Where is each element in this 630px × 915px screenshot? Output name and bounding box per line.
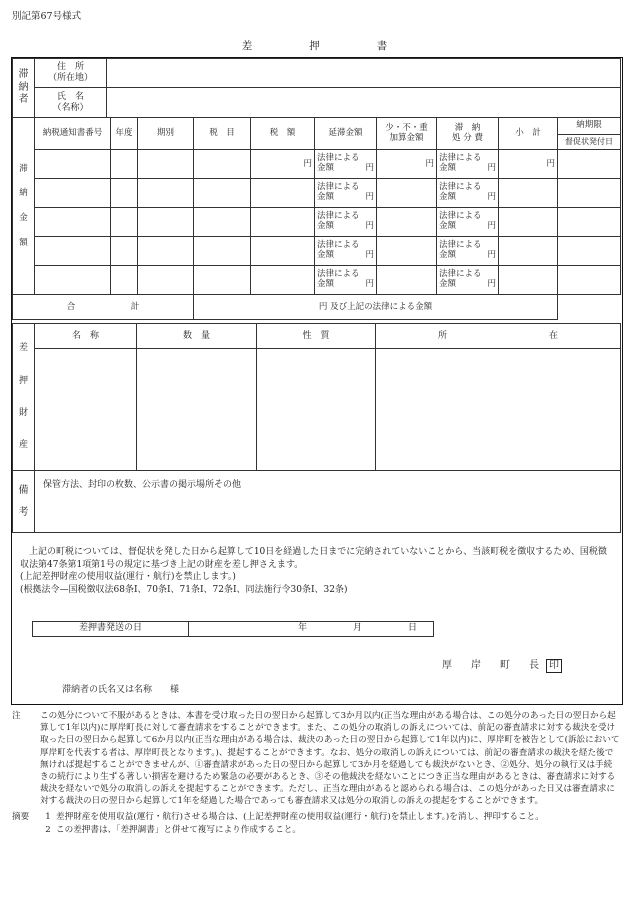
cell-year[interactable] (111, 179, 138, 208)
summary-item: この差押書は、「差押調書」と併せて複写により作成すること。 (56, 824, 301, 835)
header-notice-no: 納税通知書番号 (35, 118, 111, 150)
name-field[interactable] (107, 88, 621, 118)
tax-table (12, 117, 621, 320)
header-property-quantity: 数 量 (137, 324, 257, 349)
cell-year[interactable] (111, 150, 138, 179)
property-name-field[interactable] (35, 349, 137, 471)
cell-tax-item[interactable] (194, 237, 251, 266)
title-char: 差 (241, 40, 254, 52)
taxpayer-addressee: 滞納者の氏名又は名称 様 (62, 685, 180, 695)
cell-delay-amount[interactable]: 法律による 金額 円 (315, 179, 377, 208)
name-label: 氏 名 （名称） (35, 88, 107, 118)
summary-num: 2 (45, 824, 51, 835)
delinquent-table (12, 58, 621, 118)
remarks-label: 備考 (13, 471, 35, 533)
header-penalty: 少・不・重 加算金額 (377, 118, 437, 150)
document-title (0, 40, 630, 53)
year-unit: 年 (297, 623, 307, 634)
cell-tax-amount[interactable] (251, 237, 315, 266)
cell-notice-no[interactable] (35, 266, 111, 295)
notes-section (12, 710, 620, 836)
summary-head: 摘要 (12, 811, 30, 822)
header-tax-item: 税 目 (194, 118, 251, 150)
cell-penalty[interactable] (377, 266, 437, 295)
cell-subtotal[interactable] (499, 208, 558, 237)
header-property-nature: 性 質 (257, 324, 376, 349)
cell-subtotal[interactable] (499, 266, 558, 295)
header-reminder-date: 督促状発付日 (558, 135, 621, 150)
mayor-char: 厚 (442, 660, 452, 671)
cell-period[interactable] (138, 237, 194, 266)
cell-notice-no[interactable] (35, 150, 111, 179)
property-nature-field[interactable] (257, 349, 376, 471)
mayor-signature (442, 659, 581, 673)
address-label: 住 所 （所在地） (35, 59, 107, 88)
cell-tax-item[interactable] (194, 208, 251, 237)
cell-delay-amount[interactable]: 法律による 金額 円 (315, 266, 377, 295)
mayor-char: 岸 (471, 660, 481, 671)
month-unit: 月 (352, 623, 362, 634)
usage-prohibition: (上記差押財産の使用収益(運行・航行)を禁止します。) (20, 572, 236, 583)
cell-tax-amount[interactable] (251, 208, 315, 237)
form-number: 別記第67号様式 (12, 11, 82, 22)
cell-deadline[interactable] (558, 150, 621, 179)
property-quantity-field[interactable] (137, 349, 257, 471)
cell-penalty[interactable] (377, 179, 437, 208)
cell-tax-item[interactable] (194, 266, 251, 295)
cell-tax-item[interactable] (194, 150, 251, 179)
declaration-text (20, 546, 614, 596)
cell-tax-amount[interactable] (251, 266, 315, 295)
total-text: 円 及び上記の法律による金額 (194, 295, 558, 320)
delinquent-label: 滞納者 (13, 59, 35, 118)
cell-deadline[interactable] (558, 266, 621, 295)
mayor-char: 長 (529, 660, 539, 671)
property-table (12, 323, 621, 471)
summary-item: 差押財産を使用収益(運行・航行)させる場合は、(上記差押財産の使用収益(運行・航行)を禁止します。)を消し、押印すること。 (56, 811, 544, 822)
remarks-table (12, 470, 621, 533)
legal-basis: (根拠法令—国税徴収法68条Ⅰ、70条Ⅰ、71条Ⅰ、72条Ⅰ、同法施行令30条Ⅰ、32条) (20, 584, 348, 595)
cell-notice-no[interactable] (35, 208, 111, 237)
header-year: 年度 (111, 118, 138, 150)
header-deadline: 納期限 (558, 118, 621, 135)
remarks-text: 保管方法、封印の枚数、公示書の掲示場所その他 (43, 480, 242, 490)
arrears-label: 滞納金額 (13, 118, 35, 295)
cell-tax-amount[interactable] (251, 179, 315, 208)
cell-delay-amount[interactable]: 法律による 金額 円 (315, 150, 377, 179)
cell-period[interactable] (138, 208, 194, 237)
header-subtotal: 小 計 (499, 118, 558, 150)
cell-subtotal[interactable] (499, 179, 558, 208)
cell-fees[interactable]: 法律による 金額 円 (437, 208, 499, 237)
title-char: 書 (376, 40, 389, 52)
cell-penalty[interactable]: 円 (377, 150, 437, 179)
declaration-para: 上記の町税については、督促状を発した日から起算して10日を経過した日までに完納されていないことから、当該町税を徴収するため、国税徴収法第47条第1項第1号の規定に基づき上記の財産を差し押さえます。 (20, 547, 607, 570)
cell-fees[interactable]: 法律による 金額 円 (437, 266, 499, 295)
cell-tax-amount[interactable]: 円 (251, 150, 315, 179)
cell-year[interactable] (111, 237, 138, 266)
remarks-field[interactable] (35, 471, 621, 533)
header-delay-amount: 延滞金額 (315, 118, 377, 150)
header-property-name: 名 称 (35, 324, 137, 349)
cell-notice-no[interactable] (35, 237, 111, 266)
cell-subtotal[interactable]: 円 (499, 150, 558, 179)
notes-head: 注 (12, 711, 21, 721)
summary-num: 1 (45, 811, 51, 822)
seal-stamp: 印 (546, 659, 562, 673)
cell-fees[interactable]: 法律による 金額 円 (437, 179, 499, 208)
cell-notice-no[interactable] (35, 179, 111, 208)
cell-delay-amount[interactable]: 法律による 金額 円 (315, 237, 377, 266)
cell-period[interactable] (138, 266, 194, 295)
day-unit: 日 (407, 623, 417, 634)
property-location-field[interactable] (376, 349, 621, 471)
total-label: 合 計 (13, 295, 194, 320)
header-fees: 滞 納 処 分 費 (437, 118, 499, 150)
cell-deadline[interactable] (558, 208, 621, 237)
cell-fees[interactable]: 法律による 金額 円 (437, 237, 499, 266)
header-property-location: 所 在 (376, 324, 621, 349)
header-tax-amount: 税 額 (251, 118, 315, 150)
title-char: 押 (309, 40, 321, 52)
cell-year[interactable] (111, 266, 138, 295)
cell-subtotal[interactable] (499, 237, 558, 266)
cell-deadline[interactable] (558, 179, 621, 208)
cell-year[interactable] (111, 208, 138, 237)
mayor-char: 町 (500, 660, 510, 671)
dispatch-date-table (32, 621, 434, 637)
cell-penalty[interactable] (377, 208, 437, 237)
header-period: 期別 (138, 118, 194, 150)
dispatch-date-label: 差押書発送の日 (33, 622, 189, 637)
cell-penalty[interactable] (377, 237, 437, 266)
cell-deadline[interactable] (558, 237, 621, 266)
seized-property-label: 差押財産 (13, 324, 35, 471)
cell-period[interactable] (138, 179, 194, 208)
notes-body: この処分について不服があるときは、本書を受け取った日の翌日から起算して3か月以内(正当な理由がある場合は、この処分のあった日の翌日から起算して1年以内)に厚岸町長に対して審査請求をすることができます。また、この処分の取消しの訴えについては、前記の審査請求に対する裁決を受け取った日の翌日から起算して6か月以内(正当な理由がある場合は、裁決のあった日の翌日から起算して1年以内)に、厚岸町を被告として(訴訟において厚岸町を代表する者は、厚岸町長となります。)、提起することができます。なお、処分の取消しの訴えについては、前記の審査請求の裁決を経た後で無ければ提起することができませんが、①審査請求があった日の翌日から起算して3か月を経過しても裁決がないとき、②処分、処分の執行又は手続きの続行により生ずる著しい損害を避けるため緊急の必要があるとき、③その他裁決を経ないことにつき正当な理由があるときは、審査請求に対する裁決を経ないで処分の取消しの訴えを提起することができます。ただし、正当な理由があると認められる場合は、この処分があった日又は審査請求に対する裁決の日の翌日から起算して1年を経過した場合であっても審査請求又は処分の取消しの訴えの提起をすることができます。 (40, 711, 620, 807)
cell-tax-item[interactable] (194, 179, 251, 208)
address-field[interactable] (107, 59, 621, 88)
cell-delay-amount[interactable]: 法律による 金額 円 (315, 208, 377, 237)
cell-period[interactable] (138, 150, 194, 179)
dispatch-date-field[interactable] (189, 622, 434, 637)
form-frame (11, 57, 623, 705)
cell-fees[interactable]: 法律による 金額 円 (437, 150, 499, 179)
